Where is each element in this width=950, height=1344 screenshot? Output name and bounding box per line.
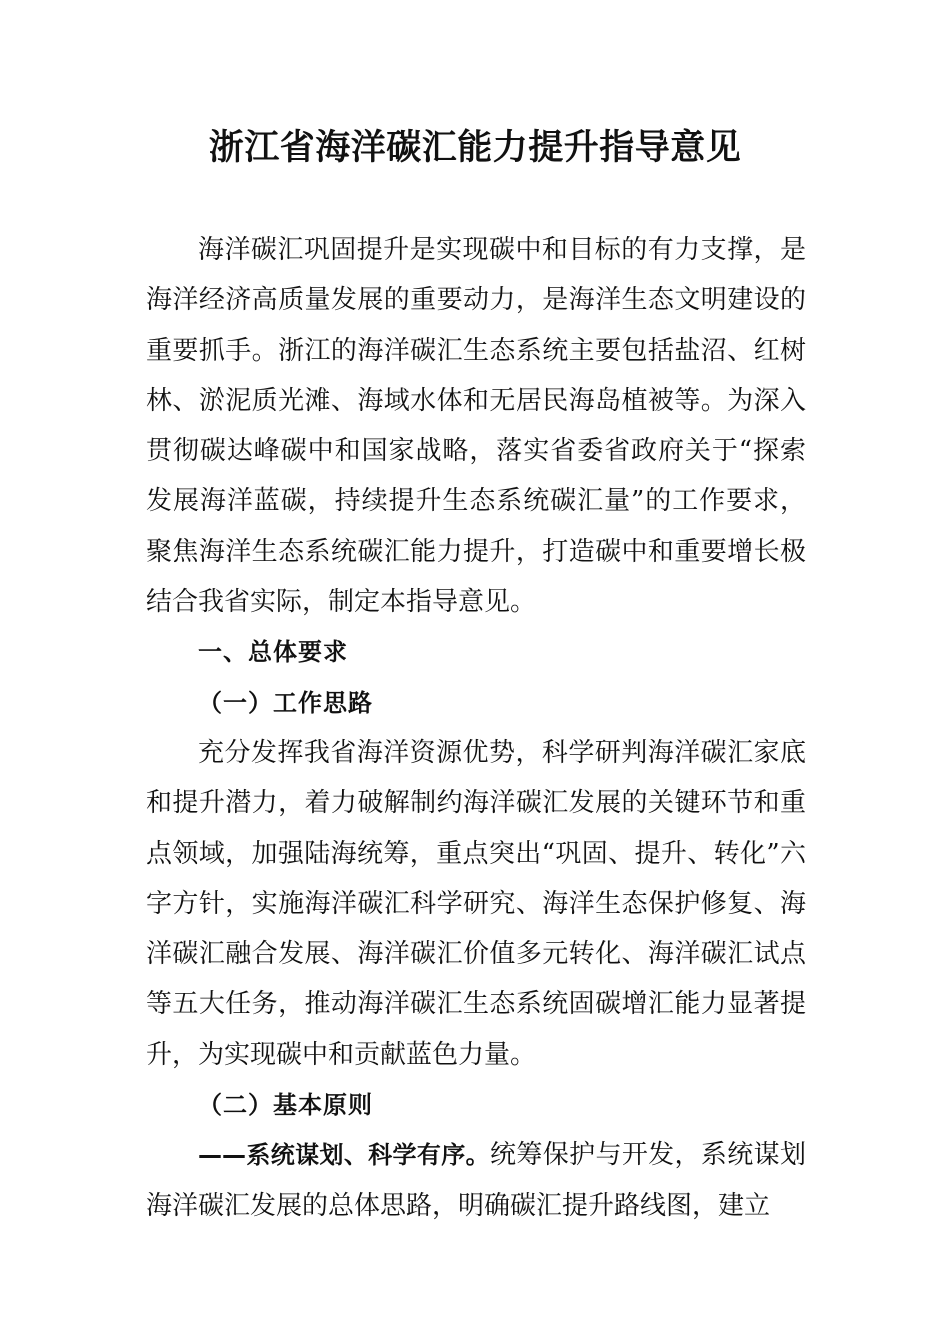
document-body bbox=[146, 225, 806, 1231]
document-title: 浙江省海洋碳汇能力提升指导意见 bbox=[208, 127, 742, 168]
section-heading-overall-requirements: 一、总体要求 bbox=[198, 638, 348, 667]
principle-lead: ——系统谋划、科学有序。 bbox=[198, 1141, 490, 1170]
subsection-heading-basic-principles: （二）基本原则 bbox=[198, 1091, 373, 1120]
intro-paragraph: 海洋碳汇巩固提升是实现碳中和目标的有力支撑，是海洋经济高质量发展的重要动力，是海洋生态文明建设的重要抓手。浙江的海洋碳汇生态系统主要包括盐沼、红树林、淤泥质光滩、海域水体和无居民海岛植被等。为深入贯彻碳达峰碳中和国家战略，落实省委省政府关于“探索发展海洋蓝碳，持续提升生态系统碳汇量”的工作要求，聚焦海洋生态系统碳汇能力提升，打造碳中和重要增长极结合我省实际，制定本指导意见。 bbox=[146, 235, 806, 618]
principle-paragraph bbox=[146, 1130, 806, 1231]
working-approach-paragraph: 充分发挥我省海洋资源优势，科学研判海洋碳汇家底和提升潜力，着力破解制约海洋碳汇发展的关键环节和重点领域，加强陆海统筹，重点突出“巩固、提升、转化”六字方针，实施海洋碳汇科学研究、海洋生态保护修复、海洋碳汇融合发展、海洋碳汇价值多元转化、海洋碳汇试点等五大任务，推动海洋碳汇生态系统固碳增汇能力显著提升，为实现碳中和贡献蓝色力量。 bbox=[146, 737, 806, 1070]
principle-text: 统筹保护与开发，系统谋划海洋碳汇发展的总体思路，明确碳汇提升路线图，建立 bbox=[146, 1140, 806, 1221]
subsection-heading-working-approach: （一）工作思路 bbox=[198, 688, 373, 717]
